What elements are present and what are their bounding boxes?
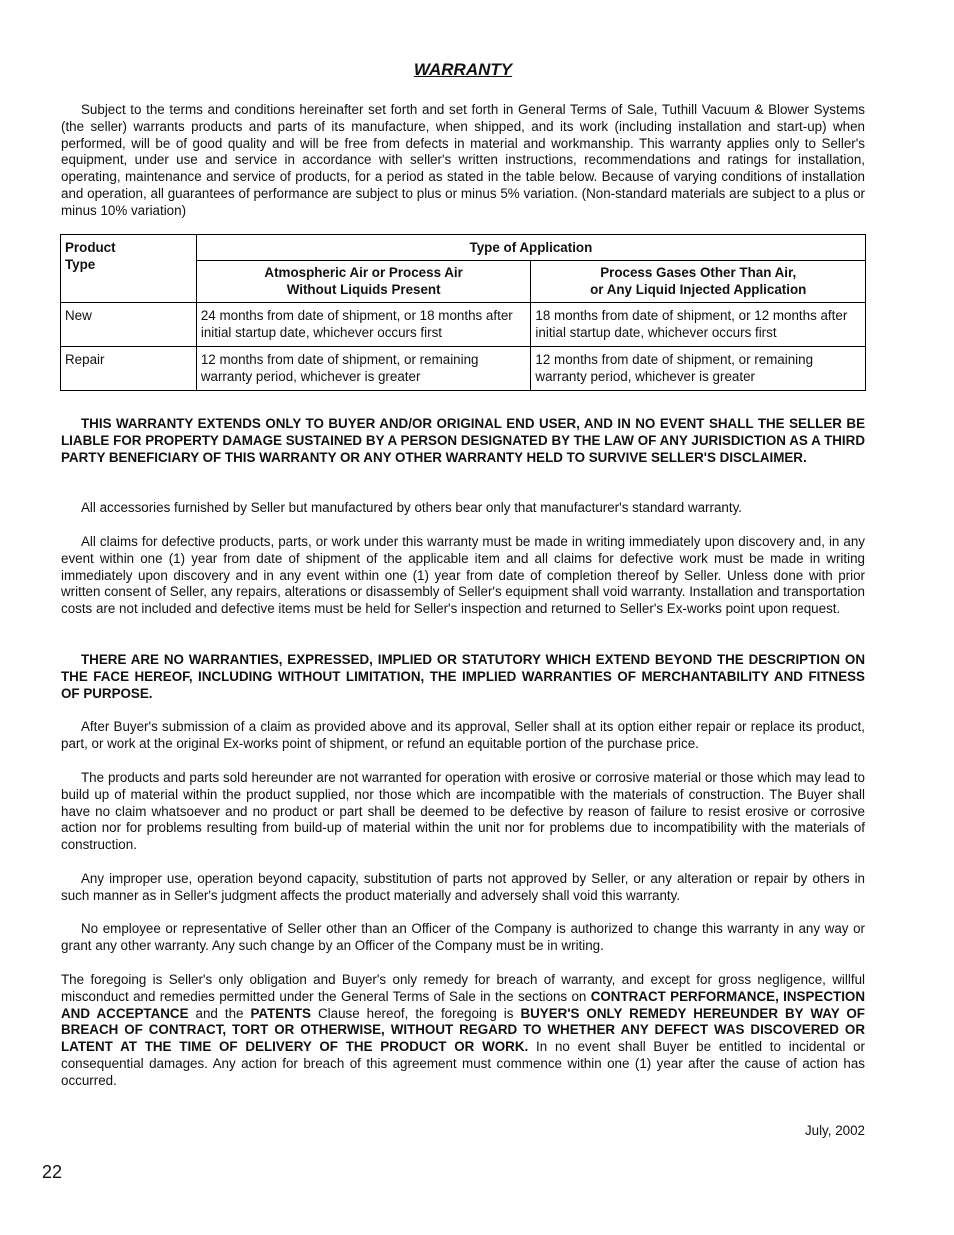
row-new-col2: 18 months from date of shipment, or 12 months after initial startup date, whichever occurs first xyxy=(531,303,866,347)
row-type-repair: Repair xyxy=(61,347,197,391)
final-bold-3: BUYER'S ONLY REMEDY HEREUNDER BY WAY OF BREACH OF CONTRACT, TORT OR OTHERWISE, WITHOUT REGARD TO WHETHER ANY DEFECT WAS DISCOVERED OR LATENT AT THE TIME OF DELIVERY OF THE PRODUCT OR WORK. xyxy=(61,1005,865,1055)
row-type-new: New xyxy=(61,303,197,347)
header-type-of-application: Type of Application xyxy=(196,235,865,261)
table-row xyxy=(61,347,866,391)
document-date: July, 2002 xyxy=(804,1123,865,1138)
table-row xyxy=(61,303,866,347)
table-header-row xyxy=(61,235,866,261)
warranty-table xyxy=(60,234,866,391)
final-bold-1: CONTRACT PERFORMANCE, INSPECTION AND ACCEPTANCE xyxy=(61,988,866,1021)
extends-paragraph: THIS WARRANTY EXTENDS ONLY TO BUYER AND/OR ORIGINAL END USER, AND IN NO EVENT SHALL THE SELLER BE LIABLE FOR PROPERTY DAMAGE SUSTAINED BY A PERSON DESIGNATED BY THE LAW OF ANY JURISDICTION AS A THIRD PARTY BENEFICIARY OF THIS WARRANTY OR ANY OTHER WARRANTY HELD TO SURVIVE SELLER'S DISCLAIMER. xyxy=(61,416,865,465)
no-warranties-paragraph: THERE ARE NO WARRANTIES, EXPRESSED, IMPLIED OR STATUTORY WHICH EXTEND BEYOND THE DESCRIPTION ON THE FACE HEREOF, INCLUDING WITHOUT LIMITATION, THE IMPLIED WARRANTIES OF MERCHANTABILITY AND FITNESS OF PURPOSE. xyxy=(61,652,865,701)
final-paragraph xyxy=(61,972,865,1090)
final-text-1: The foregoing is Seller's only obligation and Buyer's only remedy for breach of warranty, and except for gross negligence, willful misconduct and remedies permitted under the General Terms of Sale in the sections on xyxy=(61,972,865,1004)
final-text-4: In no event shall Buyer be entitled to incidental or consequential damages. Any action for breach of this agreement must commence within one (1) year after the cause of action has occurred. xyxy=(61,1039,865,1088)
header-product-type: Product Type xyxy=(61,235,197,303)
final-bold-2: PATENTS xyxy=(250,1005,311,1021)
header-process-gases: Process Gases Other Than Air, or Any Liquid Injected Application xyxy=(531,261,866,303)
page-number: 22 xyxy=(42,1162,63,1182)
after-claim-paragraph: After Buyer's submission of a claim as provided above and its approval, Seller shall at its option either repair or replace its product, part, or work at the original Ex-works point of shipment, or refund an equitable portion of the purchase price. xyxy=(61,719,865,751)
final-text-3: Clause hereof, the foregoing is xyxy=(310,1005,521,1021)
page-title: WARRANTY xyxy=(413,60,513,79)
header-atmospheric-air: Atmospheric Air or Process Air Without Liquids Present xyxy=(196,261,531,303)
final-text-2: and the xyxy=(188,1005,251,1021)
employee-paragraph: No employee or representative of Seller other than an Officer of the Company is authorized to change this warranty in any way or grant any other warranty. Any such change by an Officer of the Company must be in writing. xyxy=(61,921,865,953)
intro-paragraph: Subject to the terms and conditions hereinafter set forth and set forth in General Terms of Sale, Tuthill Vacuum & Blower Systems (the seller) warrants products and parts of its manufacture, when shipped, and its work (including installation and start-up) when performed, will be of good quality and will be free from defects in material and workmanship. This warranty applies only to Seller's equipment, under use and service in accordance with seller's written instructions, recommendations and ratings for installation, operating, maintenance and service of products, for a period as stated in the table below. Because of varying conditions of installation and operation, all guarantees of performance are subject to plus or minus 5% variation. (Non-standard materials are subject to a plus or minus 10% variation) xyxy=(61,102,865,218)
claims-paragraph: All claims for defective products, parts, or work under this warranty must be made in writing immediately upon discovery and, in any event within one (1) year from date of shipment of the applicable item and all claims for defective work must be made in writing immediately upon discovery and in any event within one (1) year from date of completion thereof by Seller. Unless done with prior written consent of Seller, any repairs, alterations or disassembly of Seller's equipment shall void warranty. Installation and transportation costs are not included and defective items must be held for Seller's inspection and returned to Seller's Ex-works point upon request. xyxy=(61,534,865,617)
products-paragraph: The products and parts sold hereunder are not warranted for operation with erosive or corrosive material or those which may lead to build up of material within the product supplied, nor those which are incompatible with the materials of construction. The Buyer shall have no claim whatsoever and no product or part shall be deemed to be defective by reason of failure to resist erosive or corrosive action nor for problems resulting from build-up of material within the unit nor for problems due to incompatibility with the materials of construction. xyxy=(61,770,865,853)
row-new-col1: 24 months from date of shipment, or 18 months after initial startup date, whichever occurs first xyxy=(196,303,531,347)
improper-use-paragraph: Any improper use, operation beyond capacity, substitution of parts not approved by Seller, or any alteration or repair by others in such manner as in Seller's judgment affects the product materially and adversely shall void this warranty. xyxy=(61,871,865,903)
row-repair-col1: 12 months from date of shipment, or remaining warranty period, whichever is greater xyxy=(196,347,531,391)
row-repair-col2: 12 months from date of shipment, or remaining warranty period, whichever is greater xyxy=(531,347,866,391)
accessories-paragraph: All accessories furnished by Seller but manufactured by others bear only that manufacturer's standard warranty. xyxy=(81,500,743,515)
